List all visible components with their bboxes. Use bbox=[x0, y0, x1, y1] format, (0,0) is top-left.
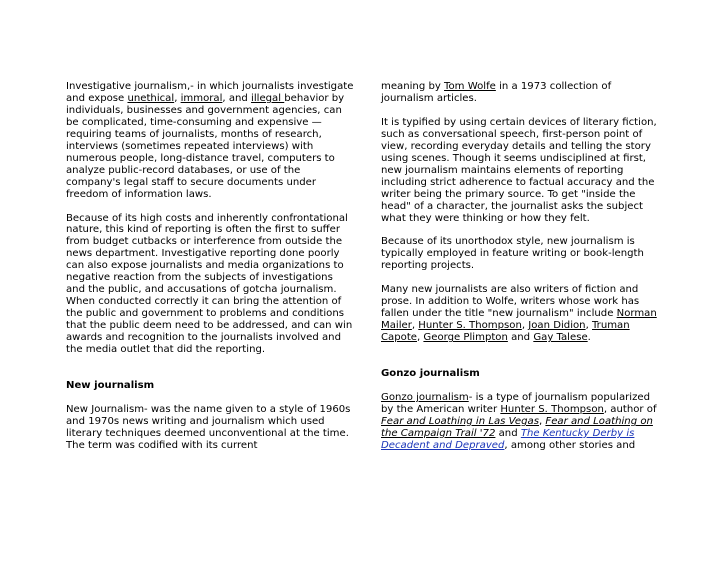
tom-wolfe-link[interactable]: Tom Wolfe bbox=[444, 81, 496, 92]
truman-capote-link[interactable]: Truman Capote bbox=[381, 320, 630, 344]
tom-wolfe-paragraph: meaning by Tom Wolfe in a 1973 collection of journalism articles. bbox=[381, 81, 612, 104]
gonzo-journalism-paragraph: Gonzo journalism- is a type of journalism popularized by the American writer Hunter S. Thompson, author of Fear and Loathing in Las Vegas, Fear and Loathing on the Campaign Trail '72 and The Kentucky Derby is Decadent and Depraved, among other stories and bbox=[381, 392, 657, 451]
george-plimpton-link[interactable]: George Plimpton bbox=[423, 332, 508, 344]
norman-mailer-link[interactable]: Norman Mailer bbox=[381, 308, 657, 332]
right-column bbox=[381, 81, 661, 464]
costs-paragraph: Because of its high costs and inherently confrontational nature, this kind of reporting is often the first to suffer from budget cutbacks or interference from outside the news department. Investigative reporting done poorly can also expose journalists and media organizations to negative reaction from the subjects of investigations and the public, and accusations of gotcha journalism. When conducted correctly it can bring the attention of the public and government to problems and conditions that the public deem need to be addressed, and can win awards and recognition to the journalists involved and the media outlet that did the reporting. bbox=[66, 212, 353, 356]
gay-talese-link[interactable]: Gay Talese bbox=[533, 332, 588, 344]
new-journalism-paragraph: New Journalism- was the name given to a style of 1960s and 1970s news writing and journalism which used literary techniques deemed unconventional at the time. The term was codified with its current bbox=[66, 403, 351, 451]
new-journalists-paragraph: Many new journalists are also writers of fiction and prose. In addition to Wolfe, writers whose work has fallen under the title "new journalism" include Norman Mailer, Hunter S. Thompson, Joan Didion, Truman Capote, George Plimpton and Gay Talese. bbox=[381, 284, 657, 344]
illegal-link[interactable]: illegal bbox=[251, 92, 285, 104]
immoral-link[interactable]: immoral bbox=[180, 92, 223, 104]
fear-and-loathing-campaign-link[interactable]: Fear and Loathing on the Campaign Trail '72 bbox=[381, 415, 653, 439]
gonzo-journalism-heading: Gonzo journalism bbox=[381, 368, 480, 380]
left-column bbox=[66, 81, 354, 464]
unorthodox-style-paragraph: Because of its unorthodox style, new journalism is typically employed in feature writing or book-length reporting projects. bbox=[381, 236, 644, 272]
kentucky-derby-link[interactable]: The Kentucky Derby is Decadent and Depraved bbox=[381, 427, 635, 451]
literary-devices-paragraph: It is typified by using certain devices of literary fiction, such as conversational speech, first-person point of view, recording everyday details and telling the story using scenes. Though it seems undisciplined at first, new journalism maintains elements of reporting including strict adherence to factual accuracy and the writer being the primary source. To get "inside the head" of a character, the journalist asks the subject what they were thinking or how they felt. bbox=[381, 116, 657, 224]
unethical-link[interactable]: unethical bbox=[127, 92, 175, 104]
new-journalism-heading: New journalism bbox=[66, 379, 155, 391]
fear-and-loathing-vegas-link[interactable]: Fear and Loathing in Las Vegas bbox=[381, 415, 539, 427]
hunter-thompson-link[interactable]: Hunter S. Thompson bbox=[500, 404, 604, 416]
hunter-s-thompson-link[interactable]: Hunter S. Thompson bbox=[418, 320, 522, 332]
gonzo-journalism-link[interactable]: Gonzo journalism bbox=[381, 392, 469, 404]
investigative-journalism-paragraph: Investigative journalism,- in which journalists investigate and expose unethical, immoral, and illegal behavior by individuals, businesses and government agencies, can be complicated, time-consuming and expensive — requiring teams of journalists, months of research, interviews (sometimes repeated interviews) with numerous people, long-distance travel, computers to analyze public-record databases, or use of the company's legal staff to secure documents under freedom of information laws. bbox=[66, 81, 354, 200]
joan-didion-link[interactable]: Joan Didion bbox=[528, 320, 586, 332]
